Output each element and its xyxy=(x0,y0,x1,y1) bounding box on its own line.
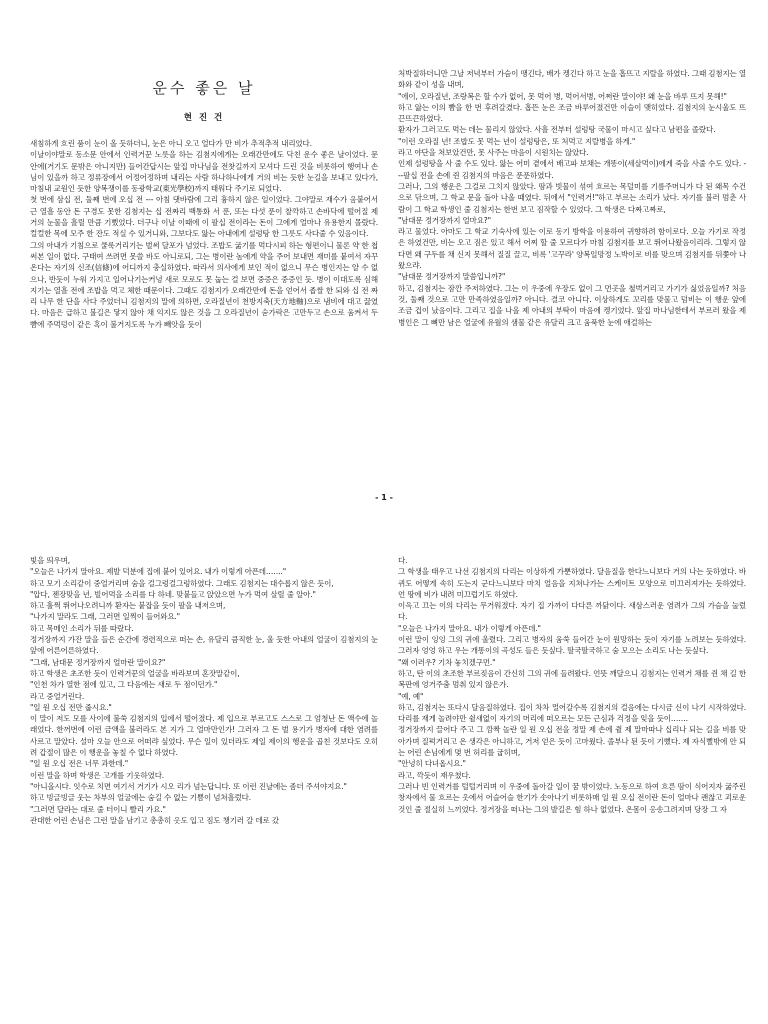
paragraph: "나가지 말라도 그래, 그러면 일찍이 들어와요." xyxy=(30,612,180,622)
paragraph: "안녕히 다녀옵시요." xyxy=(398,759,466,769)
page1-right-column xyxy=(398,68,746,328)
paragraph: "남대문 정거장까지 말씀입니까?" xyxy=(398,272,506,282)
page2-right-column xyxy=(398,555,746,815)
paragraph: 정거장까지 가잔 말을 들은 순간에 경련적으로 떠는 손, 유달리 큼직한 눈, 울 듯한 아내의 얼굴이 김첨지의 눈앞에 어른어른하였다. xyxy=(30,635,378,656)
paragraph: "왜 이러우? 기차 놓치겠구먼." xyxy=(398,657,496,667)
paragraph: 이 말이 저도 모를 사이에 불쑥 김첨지의 입에서 떨어졌다. 제 입으로 부르고도 스스로 그 엄청난 돈 액수에 놀래었다. 한꺼번에 이런 금액을 불러라도 본 지가 그 얼마만인가! 그러자 그 돈 벌 용기가 병자에 대한 염려를 사르고 말았다. 설마 오늘 안으로 어떠랴 싶었다. 무슨 일이 있더라도 제일 제이의 행운을 곱친 것보다도 오히려 갑절이 많은 이 행운을 놓칠 수 없다 하였다. xyxy=(30,714,378,758)
paragraph: 이런 말이 잉잉 그의 귀에 울렸다. 그리고 병자의 움쑥 들어간 눈이 원망하는 듯이 자기를 노려보는 듯하였다. 그러자 엉엉 하고 우는 개똥이의 곡성도 들은 듯싶다. 딸국딸국하고 숨 모으는 소리도 나는 듯싶다. xyxy=(398,635,746,656)
paragraph: "그러면 달라는 대로 줄 터이니 빨리 가요." xyxy=(30,804,166,814)
paragraph: 환자가 그러고도 먹는 데는 물리지 않았다. 사흘 전부터 설렁탕 국물이 마시고 싶다고 남편을 졸랐다. xyxy=(398,125,716,135)
paragraph: 그 학생을 태우고 나선 김첨지의 다리는 이상하게 가뿐하였다. 달음질을 한다느니보다 거의 나는 듯하였다. 바퀴도 어떻게 속히 도는지 군다느니보다 마치 얼음을 지쳐나가는 스케이트 모양으로 미끄러져가는 듯하였다. 언 땅에 비가 내려 미끄럽기도 하였다. xyxy=(398,567,746,599)
document-page-2 xyxy=(0,519,768,1024)
paragraph: "인천 차가 열한 점에 있고, 그 다음에는 새로 두 점이던가." xyxy=(30,680,218,690)
paragraph: 이윽고 끄는 이의 다리는 무거워졌다. 자기 집 가까이 다다른 까닭이다. 새삼스러운 염려가 그의 가슴을 눌렀다. xyxy=(398,601,746,622)
paragraph: "오늘은 나가지 말아요. 제발 덕분에 집에 붙어 있어요. 내가 이렇게 아픈데……." xyxy=(30,567,287,577)
paragraph: "일 원 오십 전은 너무 과한데." xyxy=(30,759,129,769)
paragraph: 하고 모기 소리같이 중얼거리며 숨을 걸그렁걸그렁하였다. 그래도 김첨지는 대수롭지 않은 듯이, xyxy=(30,578,334,588)
paragraph: 라고 야단을 쳐보았건만, 못 사주는 마음이 시원치는 않았다. xyxy=(398,148,589,158)
paragraph: "아니올시다. 잇수로 치면 여기서 거기가 시오 리가 넘는답니다. 또 이런 진날에는 좀더 주셔야지요." xyxy=(30,781,347,791)
paragraph: "예, 예" xyxy=(398,691,424,701)
paragraph: 하고 훌쩍 뛰어나오려니까 환자는 붙잡을 듯이 팔을 내저으며, xyxy=(30,601,226,611)
paragraph: 라고, 깍듯이 재우쳤다. xyxy=(398,770,471,780)
paragraph: 하고 학생은 초조한 듯이 인력거꾼의 얼굴을 바라보며 혼잣말같이, xyxy=(30,668,240,678)
page1-left-text xyxy=(30,138,378,330)
paragraph: 정거장까지 끌어다 주고 그 깜짝 놀란 일 원 오십 전을 정말 제 손에 쥘 제 말마따나 십리나 되는 길을 비를 맞아가며 질퍽거리고 온 생각은 아니하고, 거저 얻은 듯이 고마웠다. 졸부나 된 듯이 기뻤다. 제 자식뻘밖에 안 되는 어린 손님에게 몇 번 허리를 굽히며, xyxy=(398,725,746,758)
paragraph: 라고 중얼거린다. xyxy=(30,691,85,701)
document-page-1 xyxy=(0,0,768,505)
story-title: 운수 좋은 날 xyxy=(152,79,256,97)
paragraph: "그래, 남대문 정거장까지 얼마란 말이요?" xyxy=(30,657,166,667)
paragraph: 다. xyxy=(398,556,408,565)
paragraph: 이런 말을 하며 학생은 고개를 기웃하였다. xyxy=(30,770,165,780)
author-name: 현 진 건 xyxy=(183,113,225,123)
paragraph: 그의 아내가 기침으로 쿨룩거리기는 벌써 달포가 넘었다. 조밥도 굶기를 먹다시피 하는 형편이니 물론 약 한 첩 써본 일이 없다. 구태여 쓰려면 못쓸 바도 아니로되, 그는 병이란 놈에게 약을 주어 보내면 재미를 붙여서 자꾸 온다는 자기의 신조(信條)에 어디까지 충실하였다. 따라서 의사에게 보인 적이 없으니 무슨 병인지는 알 수 없으나, 반듯이 누워 가지고 일어나기는커녕 새로 모로도 못 눕는 걸 보면 중증은 중증인 듯. 병이 이대도록 심해지기는 열흘 전에 조밥을 먹고 체한 때문이다. 그때도 김첨지가 오래간만에 돈을 얻어서 좁쌀 한 되와 십 전 짜리 나무 한 단을 사다 주었더니 김첨지의 말에 의하면, 오라질년이 천방지축(天方地軸)으로 냄비에 대고 끓였다. 마음은 급하고 불길은 닿지 않아 채 익지도 않은 것을 그 오라질년이 숟가락은 고만두고 손으로 움켜서 두 뺨에 주먹덩이 같은 혹이 불거지도록 누가 빼앗을 듯이 xyxy=(30,240,378,329)
paragraph: 그러나 빈 인력거를 털털거리며 이 우중에 돌아갈 일이 꿈 밖이었다. 노동으로 하여 흐른 땀이 식어지자 굶주린 창자에서 물 흐르는 옷에서 어슬어슬 한기가 솟아나기 비롯하매 일 원 오십 전이란 돈이 얼마나 괜찮고 괴로운 것인 줄 절실히 느끼었다. 정거장을 떠나는 그의 발길은 힘 하나 없었다. 온몸이 옹송그려지며 당장 그 자 xyxy=(398,781,746,814)
paragraph: 하고, 김첨지는 잠깐 주저하였다. 그는 이 우중에 우장도 없이 그 먼곳을 철벅거리고 가기가 싫었음일까? 처음 것, 둘째 것으로 고만 만족하였음일까? 아니다. 결코 아니다. 이상하게도 꼬리를 맞물고 덤비는 이 행운 앞에 조금 겁이 났음이다. 그리고 집을 나올 제 아내의 부탁이 마음에 켕기었다. 앞집 마나님한테서 부르러 왔을 제 병인은 그 뼈만 남은 얼굴에 유월의 샘물 같은 유달리 크고 움푹한 눈에 애걸하는 xyxy=(398,283,746,327)
paragraph: 인제 설렁탕을 사 줄 수도 있다. 앓는 어미 곁에서 배고파 보채는 개똥이(세살먹이)에게 죽을 사줄 수도 있다. ---팔십 전을 손에 쥔 김첨지의 마음은 푼푼하였다. xyxy=(398,159,746,180)
paragraph: 하고, 탄 이의 초조한 부르짖음이 간신히 그의 귀에 들려왔다. 언뜻 깨달으니 김첨지는 인력거 채를 쥔 채 길 한복판에 엉거주춤 멈춰 있지 않은가. xyxy=(398,668,746,690)
paragraph: 하고, 김첨지는 또다시 달음질하였다. 집이 차차 멀어갈수록 김첨지의 걸음에는 다시금 신이 나기 시작하였다. 다리를 재게 놀려야만 쉴새없이 자기의 머리에 떠오르는 모든 근심과 걱정을 잊을 듯이……. xyxy=(398,702,746,724)
page-gap xyxy=(0,505,768,519)
paragraph: "에이, 오라질년, 조랑복은 할 수가 없어, 못 먹어 병, 먹어서병, 어쩌란 말이야! 왜 눈을 바루 뜨지 못해!" xyxy=(398,91,727,101)
page2-left-column xyxy=(30,555,378,826)
paragraph: "이런 오라질 년! 조밥도 못 먹는 년이 설렁탕은, 또 처먹고 지랄병을 하게." xyxy=(398,136,636,146)
page1-left-column xyxy=(30,70,378,330)
paragraph: 하고 앓는 이의 뺨을 한 번 후려갈겼다. 홉뜬 눈은 조금 바루어졌건만 이슬이 맺히었다. 김첨지의 눈시울도 뜨끈뜨끈하였다. xyxy=(398,102,746,124)
paragraph: "오늘은 나가지 말아요. 내가 이렇게 아픈데." xyxy=(398,623,541,633)
paragraph: 라고 물었다. 아마도 그 학교 기숙사에 있는 이로 동기 방학을 이용하여 귀향하려 함이로다. 오늘 가기로 작정은 하였건만, 비는 오고 짐은 있고 해서 어찌 할 줄 모르다가 마침 김첨지를 보고 뛰어나왔음이리라. 그렇지 않다면 왜 구두를 채 신지 못해서 질질 끌고, 비록 '고꾸라' 양복일망정 노박이로 비를 맞으며 김첨지를 뒤쫓아 나왔으랴. xyxy=(398,227,746,271)
paragraph: "남대문 정거장까지 얼마요?" xyxy=(398,215,491,225)
paragraph: 하고 빙글빙글 웃는 차부의 얼굴에는 숨길 수 없는 기쁨이 넘쳐흘렀다. xyxy=(30,793,251,803)
paragraph: 이날이야말로 동소문 안에서 인력거꾼 노릇을 하는 김첨지에게는 오래간만에도 닥친 운수 좋은 날이었다. 문 안에(거기도 문밖은 아니지만) 들어간답시는 앞집 마나님을 전찻길까지 모셔다 드린 것을 비롯하여 행여나 손님이 있을까 하고 정류장에서 어정어정하며 내리는 사람 하나하나에게 거의 비는 듯한 눈길을 보내고 있다가, 마침내 교원인 듯한 양복쟁이를 동광학교(東光學校)까지 태워다 주기로 되었다. xyxy=(30,150,378,194)
paragraph: 관대한 어린 손님은 그런 말을 남기고 총총히 옷도 입고 짐도 챙기러 갈 데로 갔 xyxy=(30,815,279,825)
paragraph: 첫 번에 삼십 전, 둘째 번에 오십 전 --- 아침 댓바람에 그리 흉하지 않은 일이었다. 그야말로 재수가 옴붙어서 근 열흘 동안 돈 구경도 못한 김첨지는 십 전짜리 백통화 서 푼, 또는 다섯 푼이 찰깍하고 손바닥에 떨어질 제 거의 눈물을 흘릴 만큼 기뻤었다. 더구나 이날 이때에 이 팔십 전이라는 돈이 그에게 얼마나 유용한지 몰랐다. 컬컬한 목에 모주 한 잔도 적실 수 있거니와, 그보다도 앓는 아내에게 설렁탕 한 그릇도 사다줄 수 있음이다. xyxy=(30,195,378,239)
paragraph: 그러나, 그의 행운은 그걸로 그치지 않았다. 땀과 빗물이 섞여 흐르는 목덜미를 기름주머니가 다 된 왜목 수건으로 닦으며, 그 학교 문을 돌아 나올 때였다. 뒤에서 "인력거!"하고 부르는 소리가 났다. 자기를 불러 멈춘 사람이 그 학교 학생인 줄 김첨지는 한번 보고 짐작할 수 있었다. 그 학생은 다짜고짜로, xyxy=(398,181,746,214)
paragraph: 새침하게 흐린 품이 눈이 올 듯하더니, 눈은 아니 오고 얼다가 만 비가 추적추적 내리었다. xyxy=(30,139,312,148)
page-number: - 1 - xyxy=(375,493,393,502)
paragraph: "압다, 젠장맞을 년, 빌어먹을 소리를 다 하네. 맞붙들고 앉았으면 누가 먹여 살릴 줄 알아." xyxy=(30,589,316,599)
paragraph: 처박질하더니만 그날 저녁부터 가슴이 땡긴다, 배가 켕긴다 하고 눈을 홉뜨고 지랄을 하였다. 그때 김첨지는 열화와 같이 성을 내며, xyxy=(398,69,746,90)
paragraph: 하고 목메인 소리가 뒤를 따랐다. xyxy=(30,623,134,633)
paragraph: "일 원 오십 전만 줍시요." xyxy=(30,702,112,712)
paragraph: 빛을 띄우며, xyxy=(30,556,70,565)
